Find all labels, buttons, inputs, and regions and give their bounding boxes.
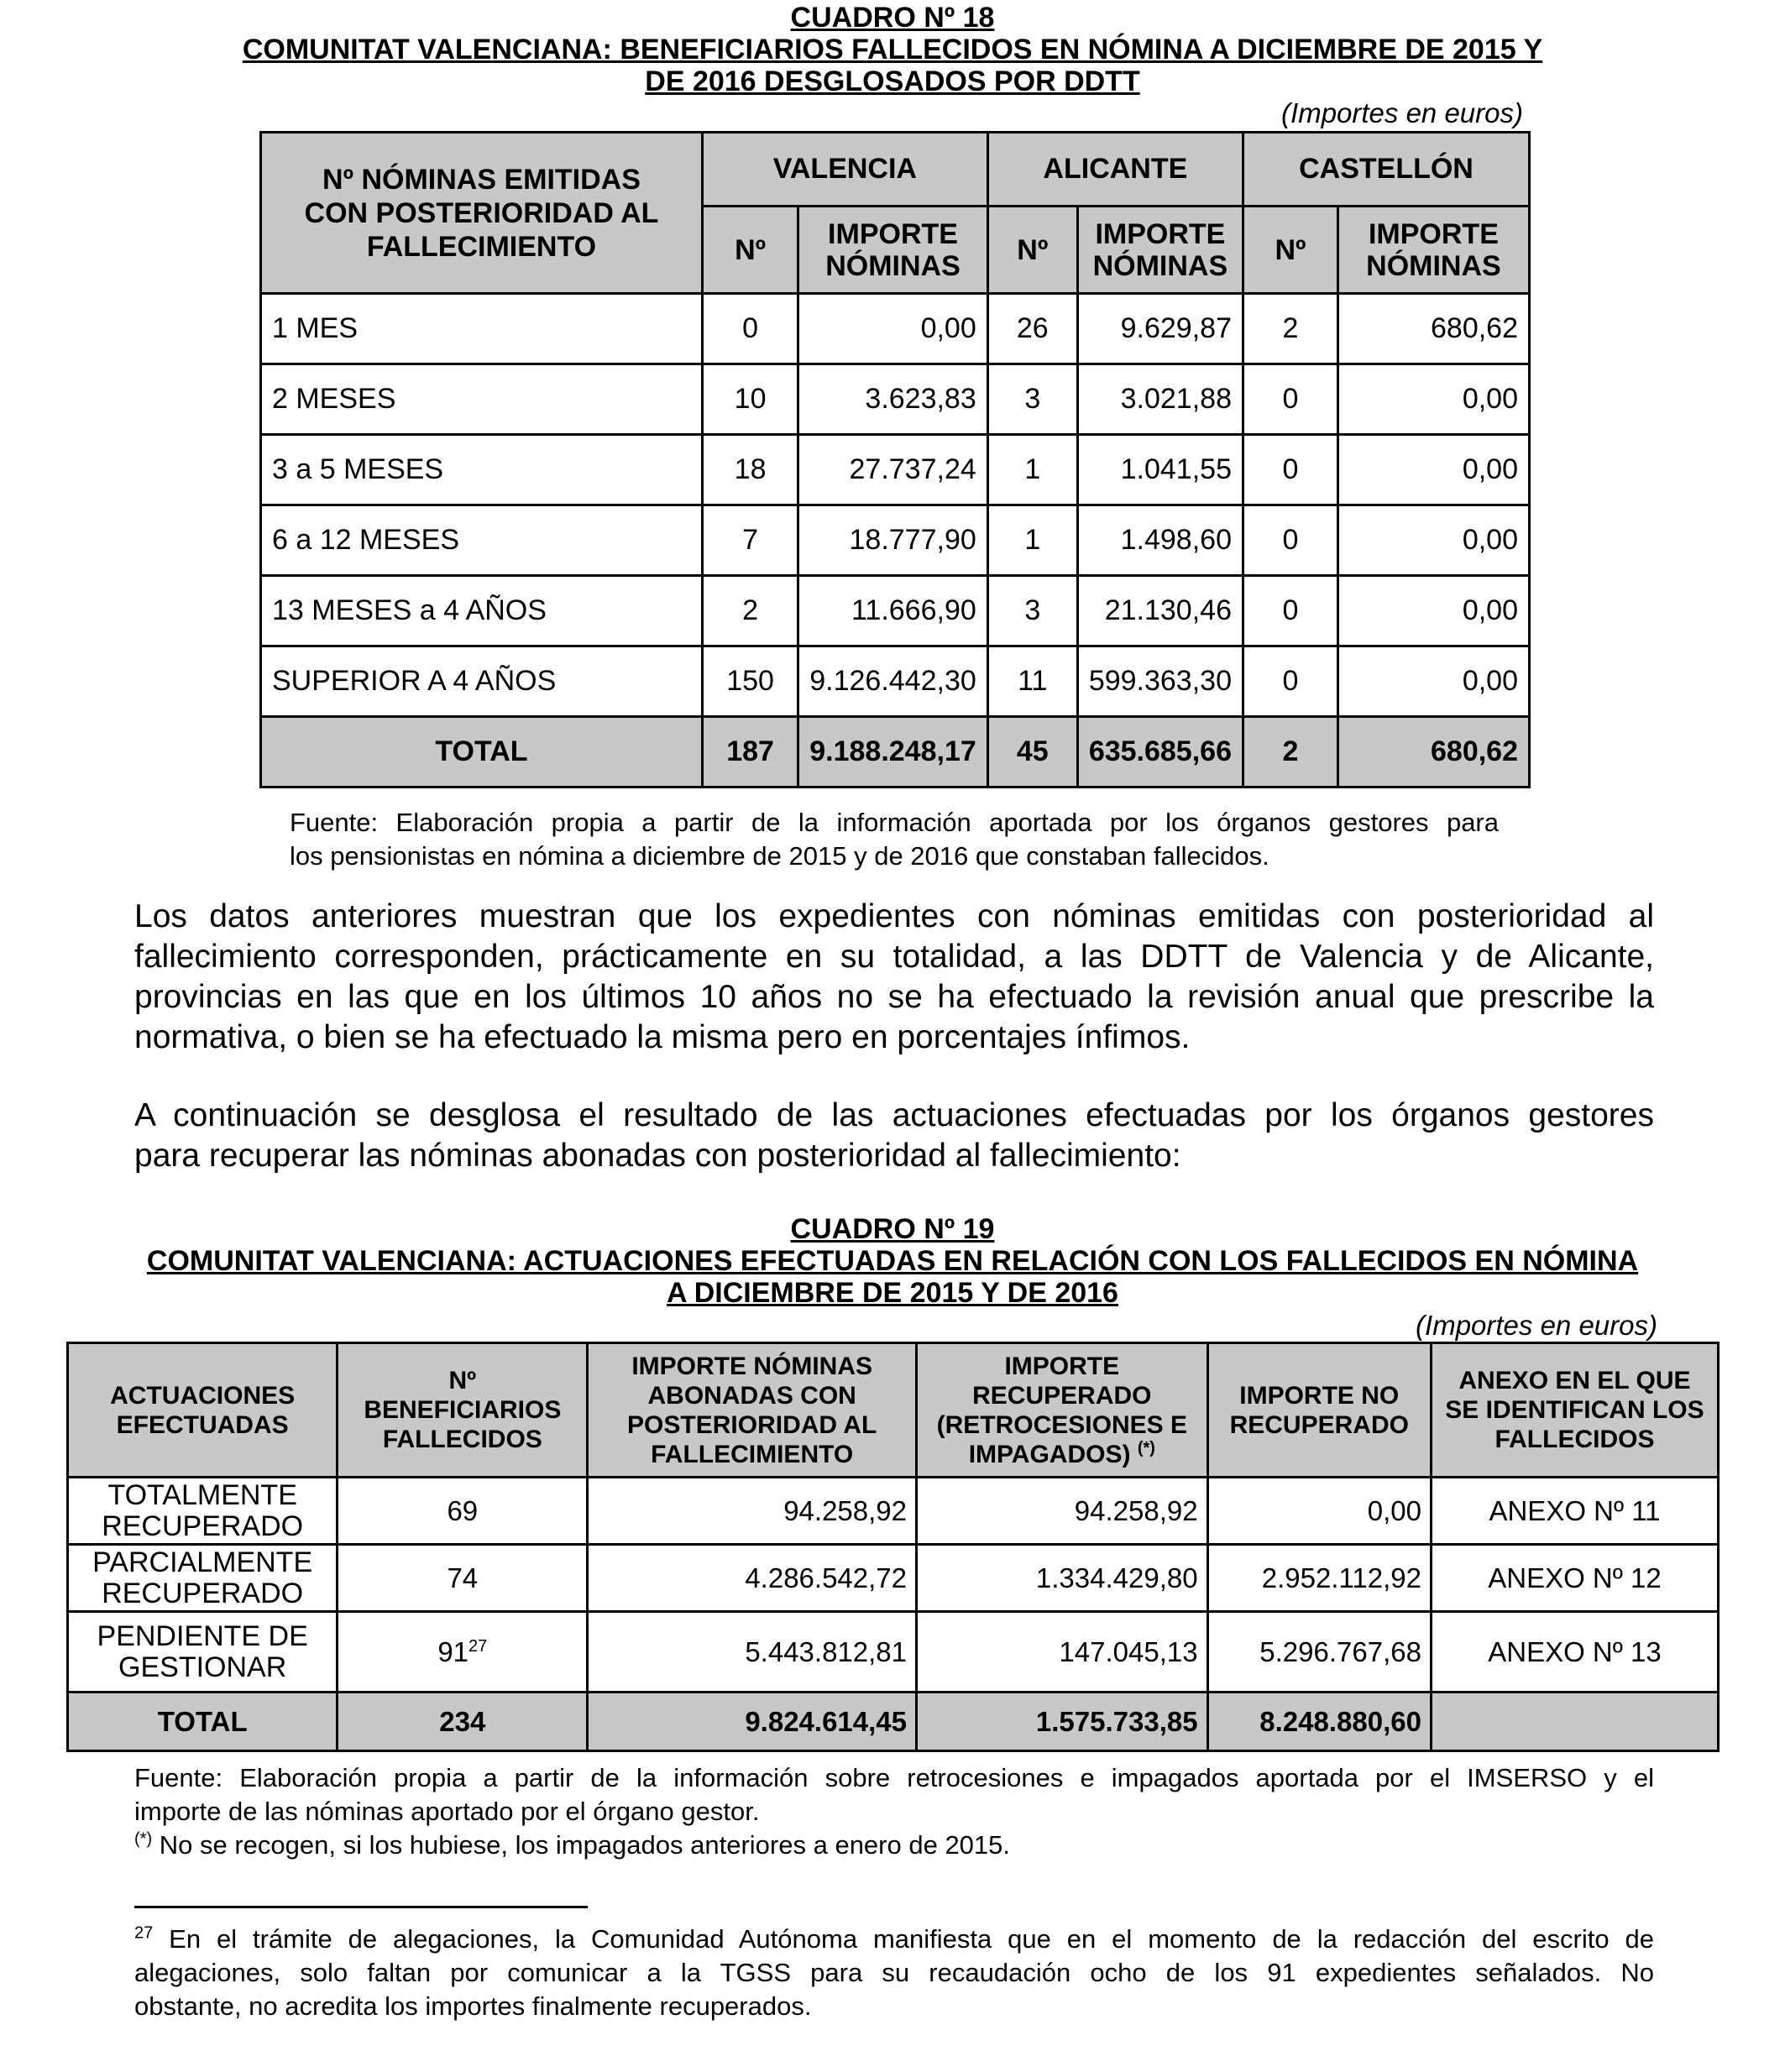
footnote-separator	[134, 1906, 588, 1908]
castellon-n: 2	[1243, 294, 1337, 364]
alicante-n: 26	[987, 294, 1077, 364]
row-label: TOTALMENTE RECUPERADO	[68, 1478, 338, 1545]
cuadro19-title	[134, 1213, 1651, 1309]
cuadro18-row-header: Nº NÓMINAS EMITIDAS CON POSTERIORIDAD AL FALLECIMIENTO	[261, 133, 703, 294]
total-row	[261, 717, 1530, 787]
paragraph-1-line3: provincias en las que en los últimos 10 años no se ha efectuado la revisión anual que prescribe la	[134, 979, 1654, 1015]
beneficiarios: 74	[338, 1545, 588, 1612]
beneficiarios	[338, 1612, 588, 1693]
header-importe-recuperado-label: IMPORTE RECUPERADO (RETROCESIONES E IMPAGADOS)	[936, 1352, 1187, 1468]
cuadro19-note-text: No se recogen, si los hubiese, los impagados anteriores a enero de 2015.	[152, 1830, 1011, 1860]
importe-recuperado: 94.258,92	[917, 1478, 1208, 1545]
valencia-importe: 9.126.442,30	[798, 646, 988, 717]
header-anexo: ANEXO EN EL QUE SE IDENTIFICAN LOS FALLECIDOS	[1431, 1343, 1718, 1478]
alicante-importe: 3.021,88	[1077, 364, 1243, 435]
header-actuaciones: ACTUACIONES EFECTUADAS	[68, 1343, 338, 1478]
alicante-n: 1	[987, 435, 1077, 505]
cuadro19-number: CUADRO Nº 19	[790, 1213, 995, 1245]
total-beneficiarios: 234	[338, 1693, 588, 1751]
alicante-importe: 21.130,46	[1077, 576, 1243, 646]
total-row	[68, 1693, 1719, 1751]
cuadro19-source-line2: importe de las nóminas aportado por el órgano gestor.	[134, 1797, 760, 1826]
valencia-n: 7	[702, 505, 798, 576]
anexo: ANEXO Nº 12	[1431, 1545, 1718, 1612]
total-valencia-n: 187	[702, 717, 798, 787]
footnote-ref-27: 27	[468, 1637, 488, 1656]
cuadro19-title-line2: A DICIEMBRE DE 2015 Y DE 2016	[667, 1277, 1118, 1309]
total-alicante-n: 45	[987, 717, 1077, 787]
total-importe-recuperado: 1.575.733,85	[917, 1693, 1208, 1751]
sub-importe-alicante: IMPORTE NÓMINAS	[1077, 207, 1243, 294]
total-valencia-importe: 9.188.248,17	[798, 717, 988, 787]
region-valencia: VALENCIA	[702, 133, 987, 207]
table-row	[261, 576, 1530, 646]
importe-no-recuperado: 0,00	[1207, 1478, 1431, 1545]
importe-no-recuperado: 5.296.767,68	[1207, 1612, 1431, 1693]
header-importe-no-recuperado: IMPORTE NO RECUPERADO	[1207, 1343, 1431, 1478]
row-label: 13 MESES a 4 AÑOS	[261, 576, 703, 646]
total-castellon-importe: 680,62	[1337, 717, 1529, 787]
cuadro18-source-line2: los pensionistas en nómina a diciembre de 2015 y de 2016 que constaban fallecidos.	[290, 841, 1269, 871]
total-castellon-n: 2	[1243, 717, 1337, 787]
row-label: 1 MES	[261, 294, 703, 364]
sub-n-valencia: Nº	[702, 207, 798, 294]
cuadro19-units: (Importes en euros)	[1416, 1310, 1657, 1341]
valencia-importe: 18.777,90	[798, 505, 988, 576]
cuadro18-title	[134, 2, 1651, 97]
cuadro18-number: CUADRO Nº 18	[790, 2, 995, 34]
alicante-n: 3	[987, 576, 1077, 646]
anexo: ANEXO Nº 11	[1431, 1478, 1718, 1545]
table-row	[261, 505, 1530, 576]
cuadro19-source-line1: Fuente: Elaboración propia a partir de la información sobre retrocesiones e impagados aportada por el IMSERSO y el	[134, 1763, 1654, 1792]
footnote-line2: alegaciones, solo faltan por comunicar a la TGSS para su recaudación ocho de los 91 expedientes señalados. No	[134, 1958, 1654, 1987]
importe-recuperado: 147.045,13	[917, 1612, 1208, 1693]
cuadro18-table	[259, 131, 1531, 788]
cuadro18-units: (Importes en euros)	[1281, 97, 1523, 128]
table-row	[261, 646, 1530, 717]
valencia-importe: 11.666,90	[798, 576, 988, 646]
row-label: 3 a 5 MESES	[261, 435, 703, 505]
header-beneficiarios: Nº BENEFICIARIOS FALLECIDOS	[338, 1343, 588, 1478]
valencia-importe: 27.737,24	[798, 435, 988, 505]
cuadro18-source-line1: Fuente: Elaboración propia a partir de la información aportada por los órganos gestores para	[290, 808, 1499, 837]
alicante-importe: 9.629,87	[1077, 294, 1243, 364]
table-row	[261, 294, 1530, 364]
valencia-n: 2	[702, 576, 798, 646]
importe-abonadas: 94.258,92	[588, 1478, 917, 1545]
total-anexo	[1431, 1693, 1718, 1751]
cuadro19-note	[134, 1829, 1654, 1862]
total-importe-no-recuperado: 8.248.880,60	[1207, 1693, 1431, 1751]
paragraph-1	[134, 897, 1654, 1058]
paragraph-1-line1: Los datos anteriores muestran que los expedientes con nóminas emitidas con posterioridad al	[134, 898, 1654, 934]
region-castellon: CASTELLÓN	[1243, 133, 1529, 207]
importe-abonadas: 5.443.812,81	[588, 1612, 917, 1693]
castellon-n: 0	[1243, 435, 1337, 505]
alicante-n: 1	[987, 505, 1077, 576]
footnote-line3: obstante, no acredita los importes finalmente recuperados.	[134, 1991, 812, 2021]
valencia-n: 150	[702, 646, 798, 717]
header-importe-abonadas: IMPORTE NÓMINAS ABONADAS CON POSTERIORIDAD AL FALLECIMIENTO	[588, 1343, 917, 1478]
header-importe-recuperado	[917, 1343, 1208, 1478]
cuadro19-source	[134, 1761, 1654, 1862]
castellon-importe: 680,62	[1337, 294, 1529, 364]
paragraph-1-line4: normativa, o bien se ha efectuado la misma pero en porcentajes ínfimos.	[134, 1019, 1191, 1055]
paragraph-2-line1: A continuación se desglosa el resultado de las actuaciones efectuadas por los órganos gestores	[134, 1097, 1654, 1133]
castellon-importe: 0,00	[1337, 435, 1529, 505]
alicante-n: 11	[987, 646, 1077, 717]
valencia-n: 18	[702, 435, 798, 505]
sub-importe-valencia: IMPORTE NÓMINAS	[798, 207, 988, 294]
table-row	[261, 364, 1530, 435]
cuadro19-table	[66, 1342, 1720, 1752]
total-importe-abonadas: 9.824.614,45	[588, 1693, 917, 1751]
sub-importe-castellon: IMPORTE NÓMINAS	[1337, 207, 1529, 294]
castellon-importe: 0,00	[1337, 576, 1529, 646]
footnote-mark: 27	[134, 1923, 154, 1943]
valencia-importe: 3.623,83	[798, 364, 988, 435]
table-row	[68, 1612, 1719, 1693]
alicante-importe: 599.363,30	[1077, 646, 1243, 717]
row-label: PENDIENTE DE GESTIONAR	[68, 1612, 338, 1693]
footnote-line1	[134, 1923, 1654, 1956]
paragraph-2	[134, 1096, 1654, 1176]
importe-recuperado: 1.334.429,80	[917, 1545, 1208, 1612]
cuadro18-title-line2: DE 2016 DESGLOSADOS POR DDTT	[645, 65, 1140, 97]
row-label: 2 MESES	[261, 364, 703, 435]
table-row	[68, 1478, 1719, 1545]
cuadro19-title-line1: COMUNITAT VALENCIANA: ACTUACIONES EFECTUADAS EN RELACIÓN CON LOS FALLECIDOS EN NÓMINA	[146, 1245, 1639, 1277]
sub-n-castellon: Nº	[1243, 207, 1337, 294]
footnote-line1-text: En el trámite de alegaciones, la Comunidad Autónoma manifiesta que en el momento de la redacción del escrito de	[153, 1924, 1654, 1954]
cuadro19-note-mark: (*)	[134, 1829, 153, 1849]
header-importe-recuperado-mark: (*)	[1137, 1438, 1155, 1457]
footnote	[134, 1923, 1654, 2023]
row-label: 6 a 12 MESES	[261, 505, 703, 576]
alicante-importe: 1.498,60	[1077, 505, 1243, 576]
valencia-importe: 0,00	[798, 294, 988, 364]
castellon-importe: 0,00	[1337, 646, 1529, 717]
valencia-n: 10	[702, 364, 798, 435]
sub-n-alicante: Nº	[987, 207, 1077, 294]
region-alicante: ALICANTE	[987, 133, 1243, 207]
castellon-n: 0	[1243, 646, 1337, 717]
beneficiarios: 69	[338, 1478, 588, 1545]
table-row	[261, 435, 1530, 505]
beneficiarios-value: 91	[437, 1636, 469, 1667]
row-label: SUPERIOR A 4 AÑOS	[261, 646, 703, 717]
row-label: PARCIALMENTE RECUPERADO	[68, 1545, 338, 1612]
importe-abonadas: 4.286.542,72	[588, 1545, 917, 1612]
castellon-n: 0	[1243, 364, 1337, 435]
paragraph-1-line2: fallecimiento corresponden, prácticamente en su totalidad, a las DDTT de Valencia y de Alicante,	[134, 939, 1654, 975]
anexo: ANEXO Nº 13	[1431, 1612, 1718, 1693]
total-label: TOTAL	[68, 1693, 338, 1751]
total-label: TOTAL	[261, 717, 703, 787]
castellon-n: 0	[1243, 505, 1337, 576]
table-row	[68, 1545, 1719, 1612]
alicante-importe: 1.041,55	[1077, 435, 1243, 505]
castellon-n: 0	[1243, 576, 1337, 646]
total-alicante-importe: 635.685,66	[1077, 717, 1243, 787]
castellon-importe: 0,00	[1337, 505, 1529, 576]
alicante-n: 3	[987, 364, 1077, 435]
cuadro18-title-line1: COMUNITAT VALENCIANA: BENEFICIARIOS FALLECIDOS EN NÓMINA A DICIEMBRE DE 2015 Y	[242, 34, 1543, 65]
paragraph-2-line2: para recuperar las nóminas abonadas con posterioridad al fallecimiento:	[134, 1138, 1181, 1174]
valencia-n: 0	[702, 294, 798, 364]
castellon-importe: 0,00	[1337, 364, 1529, 435]
importe-no-recuperado: 2.952.112,92	[1207, 1545, 1431, 1612]
cuadro18-source	[290, 806, 1499, 873]
